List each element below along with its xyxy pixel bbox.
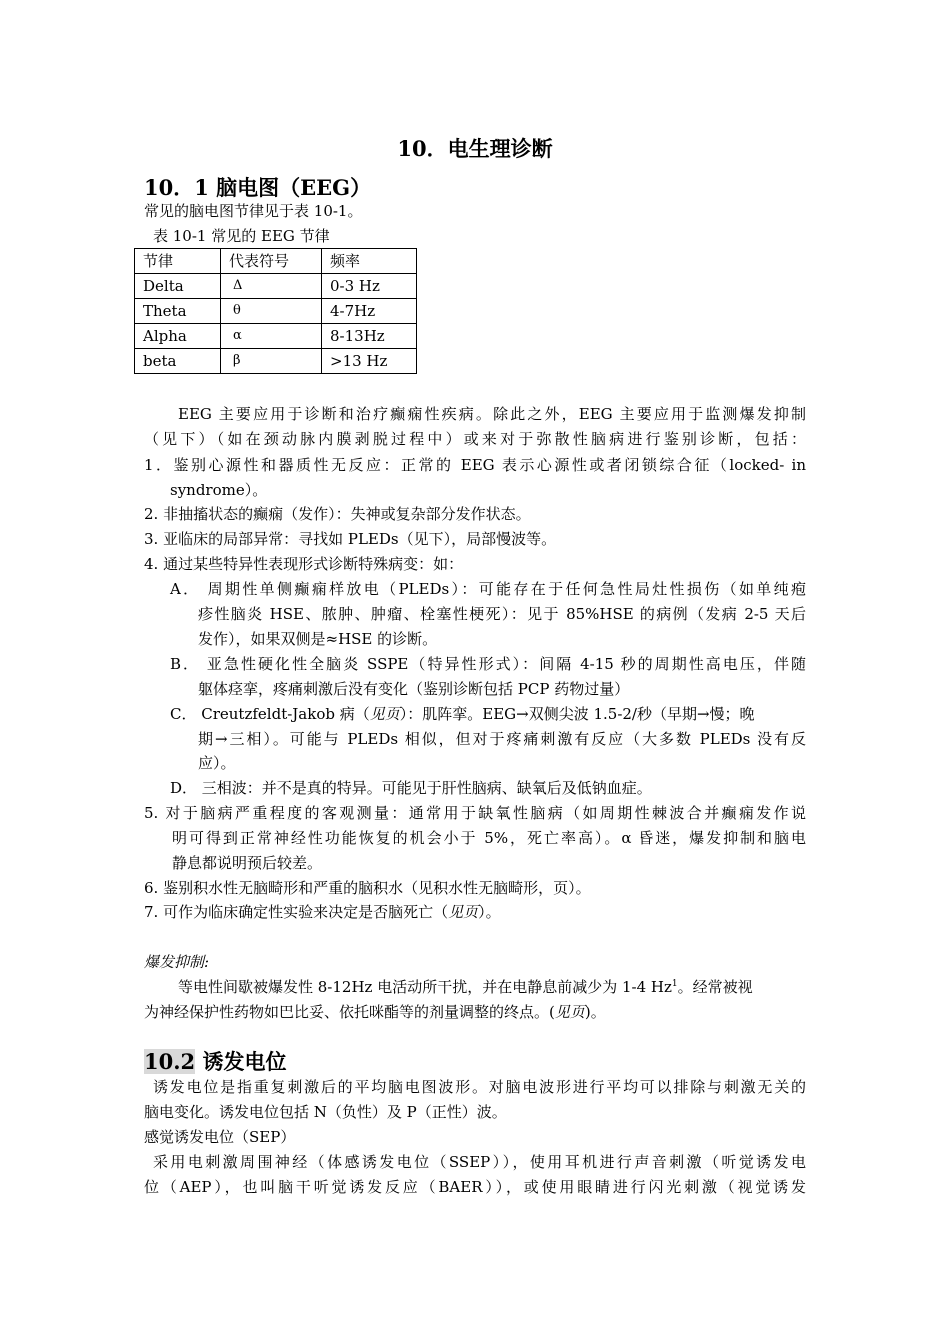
burst-line-2: [144, 1001, 606, 1023]
table-cell: 0-3 Hz: [322, 274, 417, 299]
paragraph-line: （见下）（如在颈动脉内膜剥脱过程中）或来对于弥散性脑病进行鉴别诊断，包括：: [144, 430, 806, 448]
list-item-2: 2. 非抽搐状态的癫痫（发作）：失神或复杂部分发作状态。: [144, 505, 531, 523]
burst-line-1: [178, 976, 753, 998]
text-run: 等电性间歇被爆发性 8-12Hz 电活动所干扰，并在电静息前减少为 1-4 Hz: [178, 978, 672, 996]
text-run: 7. 可作为临床确定性实验来决定是否脑死亡（: [144, 903, 449, 921]
eeg-intro: 常见的脑电图节律见于表 10-1。: [144, 202, 363, 220]
section-heading-eeg: 10．1 脑电图（EEG）: [144, 175, 372, 200]
list-item-1: 1．鉴别心源性和器质性无反应：正常的 EEG 表示心源性或者闭锁综合征（locked- in: [144, 456, 806, 474]
list-item-4: 4. 通过某些特异性表现形式诊断特殊病变：如：: [144, 555, 464, 573]
paragraph-line: 脑电变化。诱发电位包括 N（负性）及 P（正性）波。: [144, 1103, 507, 1121]
list-item-5-cont: 静息都说明预后较差。: [172, 854, 323, 872]
heading-text: 诱发电位: [195, 1049, 287, 1074]
list-item-c-cont: 应）。: [198, 754, 236, 772]
list-item-c: [170, 703, 755, 725]
table-cell: 4-7Hz: [322, 299, 417, 324]
table-row: [135, 274, 417, 299]
table-cell: α: [221, 324, 322, 349]
text-run: C． Creutzfeldt-Jakob 病（: [170, 705, 370, 723]
list-item-6: 6. 鉴别积水性无脑畸形和严重的脑积水（见积水性无脑畸形，页）。: [144, 879, 591, 897]
page-title: 10．电生理诊断: [397, 136, 553, 161]
table-header-cell: 代表符号: [221, 249, 322, 274]
text-run: 为神经保护性药物如巴比妥、依托咪酯等的剂量调整的终点。(: [144, 1003, 555, 1021]
paragraph-line: EEG 主要应用于诊断和治疗癫痫性疾病。除此之外，EEG 主要应用于监测爆发抑制: [178, 405, 806, 423]
list-item-a: A． 周期性单侧癫痫样放电（PLEDs）：可能存在于任何急性局灶性损伤（如单纯疱: [170, 580, 806, 598]
heading-number: 10.2: [144, 1049, 196, 1074]
text-run: )。: [584, 1003, 606, 1021]
list-item-3: 3. 亚临床的局部异常：寻找如 PLEDs（见下），局部慢波等。: [144, 530, 557, 548]
list-item-7: [144, 901, 501, 923]
paragraph-line: 诱发电位是指重复刺激后的平均脑电图波形。对脑电波形进行平均可以排除与刺激无关的: [153, 1078, 806, 1096]
table-row: [135, 324, 417, 349]
text-run: ）。: [478, 903, 501, 921]
table-header-row: [135, 249, 417, 274]
list-item-a-cont: 发作），如果双侧是≈HSE 的诊断。: [198, 630, 438, 648]
table-cell: Δ: [221, 274, 322, 299]
table-cell: 8-13Hz: [322, 324, 417, 349]
list-item-a-cont: 疹性脑炎 HSE、脓肿、肿瘤、栓塞性梗死）：见于 85%HSE 的病例（发病 2-5 天后: [198, 605, 806, 623]
burst-suppression-heading: 爆发抑制:: [144, 953, 210, 971]
page-ref: 见页: [554, 1003, 585, 1021]
table-row: [135, 299, 417, 324]
list-item-b-cont: 躯体痉挛，疼痛刺激后没有变化（鉴别诊断包括 PCP 药物过量）: [198, 680, 630, 698]
list-item-c-cont: 期→三相）。可能与 PLEDs 相似，但对于疼痛刺激有反应（大多数 PLEDs 没有反: [198, 730, 806, 748]
list-item-5: 5. 对于脑病严重程度的客观测量：通常用于缺氧性脑病（如周期性棘波合并癫痫发作说: [144, 804, 806, 822]
paragraph-line: 位（AEP），也叫脑干听觉诱发反应（BAER）），或使用眼睛进行闪光刺激（视觉诱发: [144, 1178, 806, 1196]
table-cell: Theta: [135, 299, 221, 324]
page-ref: 见页: [448, 903, 479, 921]
list-item-b: B． 亚急性硬化性全脑炎 SSPE（特异性形式）：间隔 4-15 秒的周期性高电压，伴随: [170, 655, 806, 673]
list-item-5-cont: 明可得到正常神经性功能恢复的机会小于 5%，死亡率高）。α 昏迷，爆发抑制和脑电: [172, 829, 806, 847]
table-cell: Delta: [135, 274, 221, 299]
table-header-cell: 频率: [322, 249, 417, 274]
table-caption: 表 10-1 常见的 EEG 节律: [153, 227, 330, 245]
table-row: [135, 349, 417, 374]
list-item-1-cont: syndrome）。: [170, 481, 268, 499]
table-cell: θ: [221, 299, 322, 324]
subheading-sep: 感觉诱发电位（SEP）: [144, 1128, 296, 1146]
eeg-rhythm-table: [134, 248, 417, 374]
table-header-cell: 节律: [135, 249, 221, 274]
page-ref: 见页: [369, 705, 400, 723]
paragraph-line: 采用电刺激周围神经（体感诱发电位（SSEP）），使用耳机进行声音刺激（听觉诱发电: [153, 1153, 806, 1171]
table-cell: >13 Hz: [322, 349, 417, 374]
footnote-ref: 1: [671, 979, 678, 989]
section-heading-ep: [144, 1048, 286, 1076]
table-cell: β: [221, 349, 322, 374]
table-cell: Alpha: [135, 324, 221, 349]
text-run: 。经常被视: [677, 978, 753, 996]
list-item-d: D． 三相波：并不是真的特异。可能见于肝性脑病、缺氧后及低钠血症。: [170, 779, 652, 797]
text-run: ）：肌阵挛。EEG→双侧尖波 1.5-2/秒（早期→慢；晚: [399, 705, 755, 723]
table-cell: beta: [135, 349, 221, 374]
